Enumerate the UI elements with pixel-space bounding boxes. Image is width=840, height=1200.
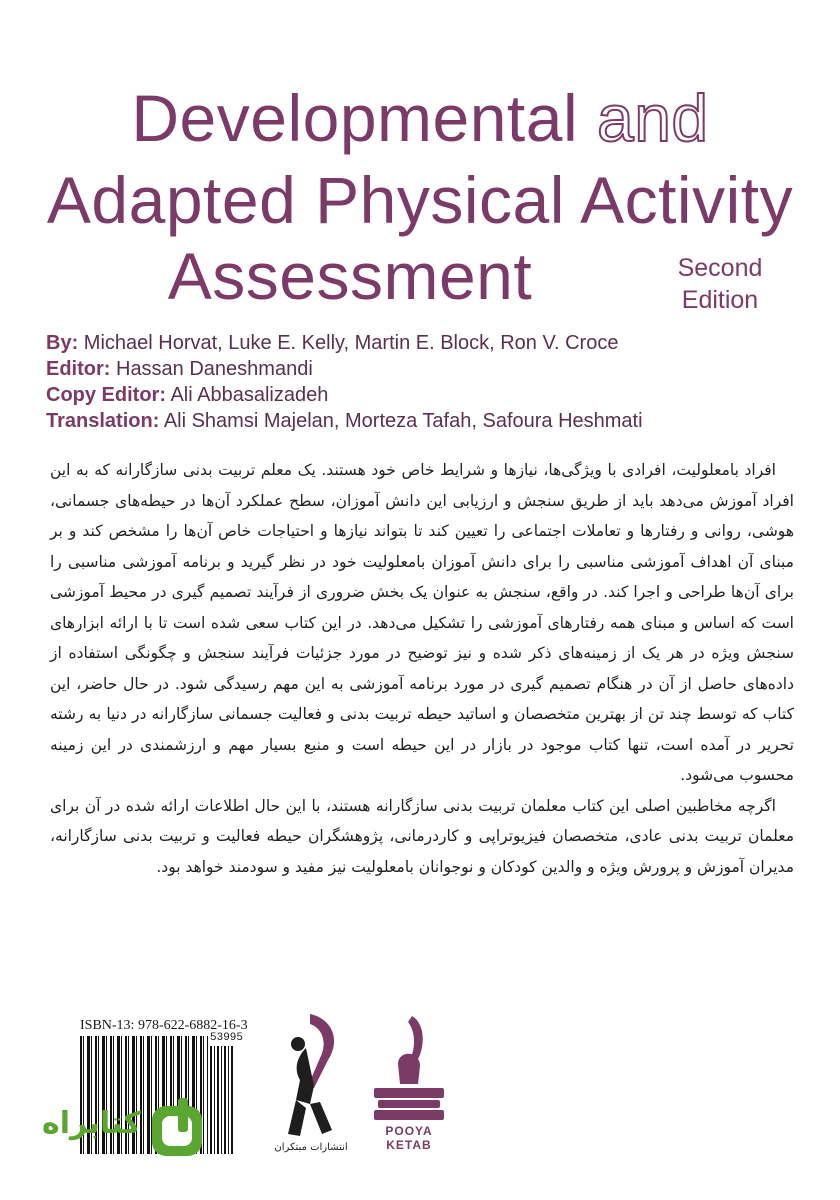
title-line-2: Adapted Physical Activity [46,163,794,237]
credit-authors [46,330,806,356]
book-description [50,455,794,882]
credit-editor [46,356,806,382]
publisher-label: انتشارات مبتکران [274,1142,348,1153]
price-barcode-icon [210,1046,234,1154]
description-paragraph-2: اگرچه مخاطبین اصلی این کتاب معلمان تربیت بدنی سازگارانه هستند، با این حال اطلاعات ارائه شده در آن برای معلمان تربیت بدنی عادی، متخصصان فیزیوتراپی و کاردرمانی، پژوهشگران حیطه فعالیت و تربیت بدنی سازگارانه، مدیران آموزش و پرورش ویژه و والدین کودکان و نوجوانان بامعلولیت نیز مفید و سودمند خواهد بود. [50,796,794,876]
title-developmental: Developmental [131,81,597,155]
translation-value: Ali Shamsi Majelan, Morteza Tafah, Safoura Heshmati [159,410,643,432]
credit-translation [46,408,806,434]
price-code: 53995 [210,1032,244,1044]
authors-value: Michael Horvat, Luke E. Kelly, Martin E. Block, Ron V. Croce [78,332,619,354]
credits-block [46,330,806,434]
isbn-text: ISBN-13: 978-622-6882-16-3 [80,1018,248,1033]
edition-line-1: Second [677,254,763,282]
edition-line-2: Edition [681,286,759,314]
pooya-label: POOYA KETAB [385,1124,433,1152]
description-paragraph-1: افراد بامعلولیت، افرادی با ویژگی‌ها، نیازها و شرایط خاص خود هستند. یک معلم تربیت بدنی سازگارانه که به این افراد آموزش می‌دهد باید از طریق سنجش و ارزیابی این دانش آموزان، سطح عملکرد آن‌ها در حیطه‌های جسمانی، هوشی، روانی و رفتارها و تعاملات اجتماعی را تعیین کند تا بتواند نیازها و احتیاجات خاص آن‌ها را مشخص کند و بر مبنای آن اهداف آموزشی مناسبی را برای دانش آموزان بامعلولیت خود در نظر گیرید و برنامه آموزشی مناسبی را برای آن‌ها طراحی و اجرا کند. در واقع، سنجش به عنوان یک بخش ضروری از فرآیند تصمیم گیری در محیط آموزشی است که اساس و مبنای همه رفتارهای آموزشی را تشکیل می‌دهد. در این کتاب سعی شده است تا با ارائه ابزارهای سنجش ویژه در هر یک از زمینه‌های ذکر شده و نیز توضیح در مورد جزئیات فرآیند سنجش و چگونگی استفاده از داده‌های حاصل از آن در هنگام تصمیم گیری در مورد برنامه آموزشی به این مهم رسیدگی شود. در حال حاضر، این کتاب که توسط چند تن از بهترین متخصصان و اساتید حیطه تربیت بدنی و فعالیت جسمانی سازگارانه در دنیا به رشته تحریر در آمده است، تنها کتاب موجود در بازار در این حیطه است و منبع بسیار مهم و ارزشمندی در این زمینه محسوب می‌شود. [50,461,794,784]
publisher-logo-icon [270,1008,350,1158]
editor-value: Hassan Daneshmandi [110,358,313,380]
pooya-logo-icon [368,1010,450,1130]
ketabrah-watermark-text: کتابراه [42,1106,141,1141]
editor-label: Editor: [46,358,111,380]
edition-label [660,252,780,316]
title-line-1 [0,80,840,156]
title-line-3: Assessment [167,239,533,313]
credit-copy-editor [46,382,806,408]
translation-label: Translation: [46,410,160,432]
copy-editor-value: Ali Abbasalizadeh [166,384,329,406]
copy-editor-label: Copy Editor: [46,384,166,406]
title-and: and [596,81,709,155]
by-label: By: [46,332,79,354]
